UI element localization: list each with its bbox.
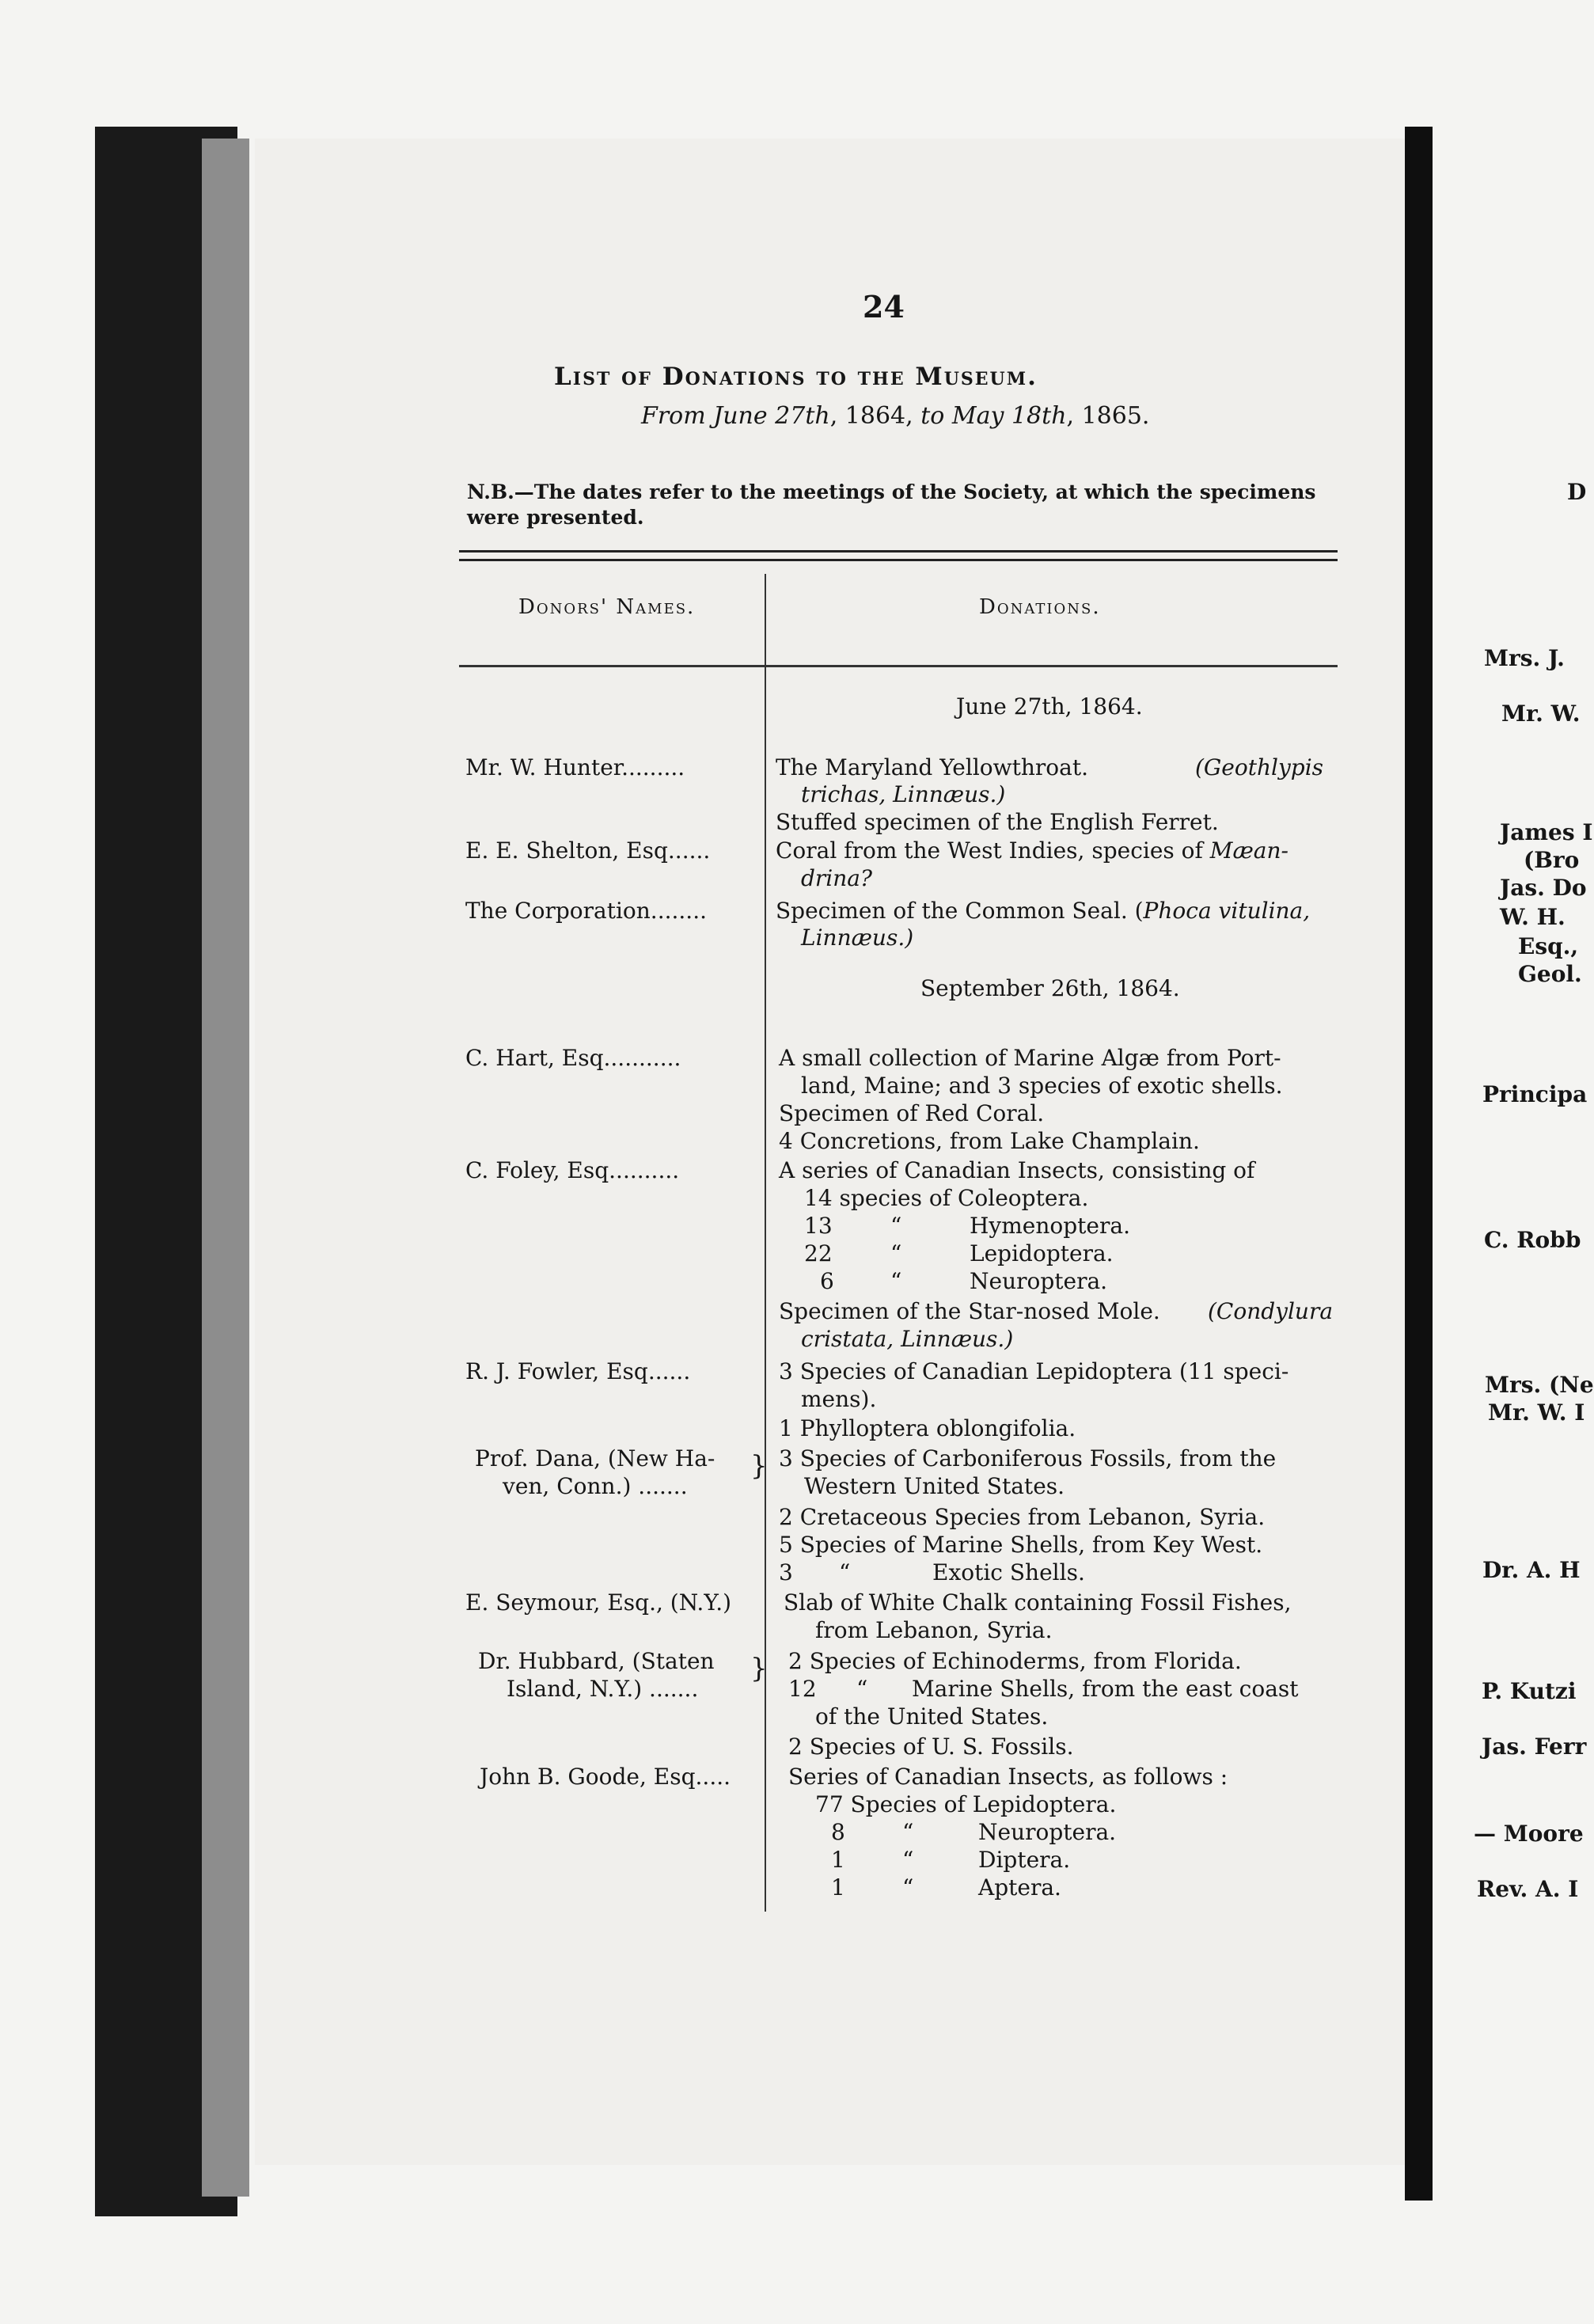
donation-line: Diptera. <box>978 1847 1071 1873</box>
donation-line: Linnæus.) <box>801 925 914 951</box>
donation-line: Stuffed specimen of the English Ferret. <box>776 809 1219 835</box>
ditto-mark: “ <box>902 1819 914 1845</box>
document-title: List of Donations to the Museum. <box>554 363 1038 391</box>
donation-line: (Geothlypis <box>1195 754 1324 780</box>
donation-line: Slab of White Chalk containing Fossil Fishes, <box>784 1589 1292 1616</box>
count: 1 <box>831 1847 845 1873</box>
column-header-donors: Donors' Names. <box>518 595 696 619</box>
donation-line: Exotic Shells. <box>932 1559 1085 1585</box>
donation-line: 2 Species of U. S. Fossils. <box>788 1734 1074 1760</box>
donation-line <box>776 898 1310 924</box>
fragment-text: — Moore <box>1474 1821 1584 1847</box>
count: 1 <box>831 1874 845 1901</box>
fragment-text: Mr. W. I <box>1488 1399 1585 1426</box>
donor-name: ven, Conn.) ....... <box>503 1473 688 1499</box>
ditto-mark: “ <box>902 1874 914 1901</box>
donation-text: Coral from the West Indies, species of <box>776 837 1210 864</box>
donation-line: 3 Species of Canadian Lepidoptera (11 speci- <box>779 1358 1289 1384</box>
fragment-text: C. Robb <box>1484 1227 1581 1253</box>
donation-line: drina? <box>801 865 873 891</box>
donor-name: E. Seymour, Esq., (N.Y.) <box>465 1589 732 1616</box>
count: 22 <box>804 1240 833 1266</box>
fragment-text: Principa <box>1482 1081 1588 1107</box>
count: 6 <box>820 1268 834 1294</box>
donation-line: cristata, Linnæus.) <box>801 1326 1014 1352</box>
donation-line: from Lebanon, Syria. <box>815 1617 1053 1643</box>
double-rule-top <box>459 550 1338 553</box>
book-binding <box>1405 127 1433 2201</box>
donation-line: Specimen of the Star-nosed Mole. <box>779 1298 1160 1324</box>
subtitle-part: From June 27th <box>641 402 830 430</box>
donation-line: 14 species of Coleoptera. <box>804 1185 1089 1211</box>
column-divider <box>765 574 766 1912</box>
donor-name: C. Hart, Esq........... <box>465 1045 681 1071</box>
count: 3 <box>779 1559 793 1585</box>
section-date: June 27th, 1864. <box>956 693 1143 720</box>
ditto-mark: “ <box>890 1268 902 1294</box>
donation-line: Aptera. <box>978 1874 1061 1901</box>
fragment-text: Dr. A. H <box>1482 1557 1581 1583</box>
count: 12 <box>788 1676 817 1702</box>
fragment-text: P. Kutzi <box>1482 1678 1577 1704</box>
column-header-donations: Donations. <box>979 595 1101 619</box>
ditto-mark: “ <box>902 1847 914 1873</box>
donor-name: R. J. Fowler, Esq...... <box>465 1358 691 1384</box>
document-subtitle <box>641 402 1149 430</box>
donation-line: 2 Species of Echinoderms, from Florida. <box>788 1648 1242 1674</box>
donation-line: A small collection of Marine Algæ from Port- <box>779 1045 1281 1071</box>
fragment-text: Mrs. (Ne <box>1485 1372 1594 1398</box>
ditto-mark: “ <box>890 1213 902 1239</box>
fragment-text: Rev. A. I <box>1477 1876 1579 1902</box>
fragment-text: Jas. Ferr <box>1482 1734 1587 1760</box>
donation-line: land, Maine; and 3 species of exotic shells. <box>801 1073 1283 1099</box>
fragment-text: Mr. W. <box>1501 701 1581 727</box>
donation-line: Neuroptera. <box>978 1819 1117 1845</box>
subtitle-part: , 1864, <box>829 402 921 430</box>
fragment-text: Esq., <box>1518 933 1579 959</box>
donation-line: 2 Cretaceous Species from Lebanon, Syria. <box>779 1504 1266 1530</box>
subtitle-part: , 1865. <box>1066 402 1150 430</box>
fragment-text: W. H. <box>1500 904 1566 930</box>
donation-line: Western United States. <box>804 1473 1065 1499</box>
fragment-text: Mrs. J. <box>1484 645 1565 671</box>
donation-line: of the United States. <box>815 1703 1049 1730</box>
donation-line: The Maryland Yellowthroat. <box>776 754 1088 780</box>
donation-line: trichas, Linnæus.) <box>801 781 1006 807</box>
donation-line: 4 Concretions, from Lake Champlain. <box>779 1128 1200 1154</box>
header-rule <box>459 665 1338 667</box>
ditto-mark: “ <box>890 1240 902 1266</box>
donor-name: C. Foley, Esq.......... <box>465 1157 680 1183</box>
donation-line: mens). <box>801 1386 877 1412</box>
ditto-mark: “ <box>856 1676 868 1702</box>
donation-line: 3 Species of Carboniferous Fossils, from the <box>779 1445 1277 1471</box>
page-number: 24 <box>863 289 905 325</box>
ditto-mark: “ <box>839 1559 851 1585</box>
donation-line: Hymenoptera. <box>970 1213 1130 1239</box>
brace-symbol: } <box>750 1450 768 1482</box>
subtitle-part: to May 18th <box>920 402 1067 430</box>
double-rule-bottom <box>459 559 1338 561</box>
donation-line: A series of Canadian Insects, consisting of <box>779 1157 1255 1183</box>
donation-line: 1 Phylloptera oblongifolia. <box>779 1415 1076 1441</box>
fragment-text: James I <box>1500 819 1593 845</box>
donor-name: Dr. Hubbard, (Staten <box>478 1648 715 1674</box>
donor-name: Prof. Dana, (New Ha- <box>475 1445 715 1471</box>
section-date: September 26th, 1864. <box>920 975 1180 1001</box>
brace-symbol: } <box>750 1653 768 1684</box>
donation-text: Specimen of the Common Seal. ( <box>776 898 1144 924</box>
donation-line: Series of Canadian Insects, as follows : <box>788 1764 1228 1790</box>
count: 8 <box>831 1819 845 1845</box>
fragment-text: D <box>1567 479 1587 505</box>
donor-name: Mr. W. Hunter......... <box>465 754 685 780</box>
page-stack-edge <box>202 139 249 2197</box>
donor-name: John B. Goode, Esq..... <box>480 1764 731 1790</box>
fragment-text: Geol. <box>1518 961 1582 987</box>
fragment-text: Jas. Do <box>1500 875 1587 901</box>
donor-name: The Corporation........ <box>465 898 708 924</box>
donation-line: 77 Species of Lepidoptera. <box>815 1791 1117 1817</box>
donation-text: Phoca vitulina, <box>1143 898 1311 924</box>
donation-line: Neuroptera. <box>970 1268 1108 1294</box>
donation-line: (Condylura <box>1208 1298 1334 1324</box>
donation-line: Lepidoptera. <box>970 1240 1114 1266</box>
donation-line <box>776 837 1288 864</box>
donor-name: Island, N.Y.) ....... <box>507 1676 699 1702</box>
nb-note: N.B.—The dates refer to the meetings of the Society, at which the specimens were presented. <box>467 480 1316 529</box>
donation-text: Mæan- <box>1209 837 1288 864</box>
donation-line: Specimen of Red Coral. <box>779 1100 1045 1126</box>
donation-line: Marine Shells, from the east coast <box>912 1676 1299 1702</box>
count: 13 <box>804 1213 833 1239</box>
donor-name: E. E. Shelton, Esq...... <box>465 837 711 864</box>
donation-line: 5 Species of Marine Shells, from Key West. <box>779 1532 1263 1558</box>
fragment-text: (Bro <box>1524 847 1580 873</box>
